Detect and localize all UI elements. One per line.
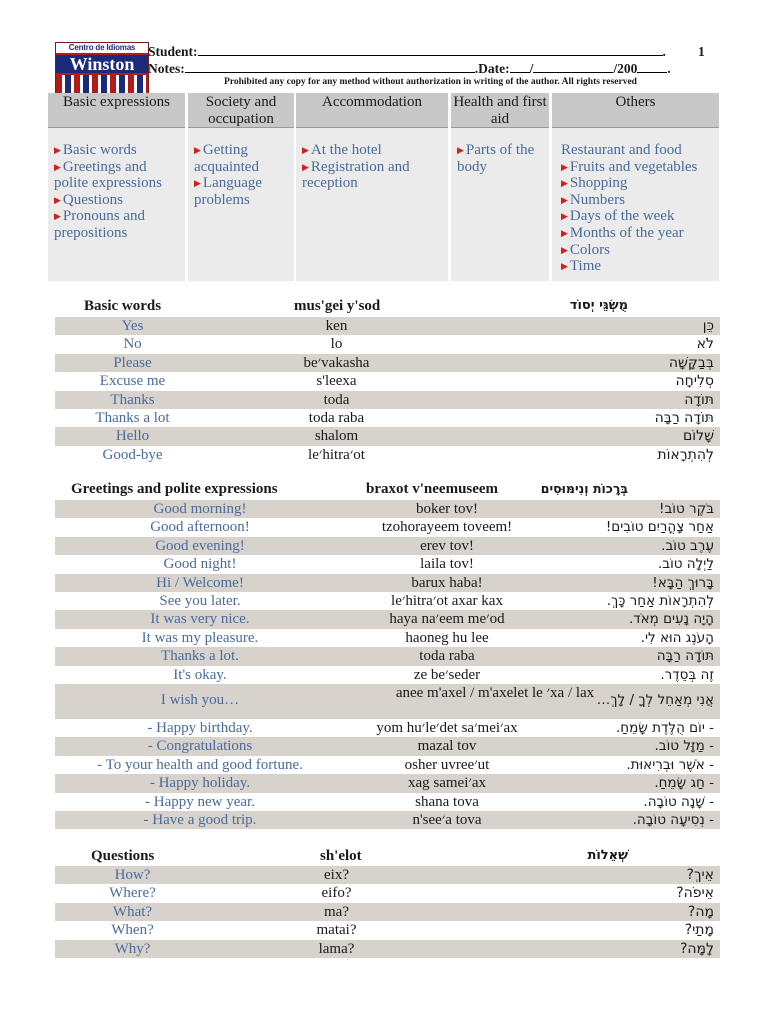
question-hebrew: מָתַי? — [684, 922, 714, 939]
phrase-english: - Have a good trip. — [143, 812, 257, 828]
bullet-arrow-icon: ▶ — [54, 194, 61, 205]
school-logo — [55, 42, 149, 94]
table-row — [55, 537, 720, 555]
date-day-field[interactable] — [510, 60, 530, 73]
phrase-transliteration: boker tov! — [415, 501, 479, 517]
greetings-title-tr: braxot v'neemuseem — [366, 481, 499, 497]
word-transliteration: s'leexa — [316, 373, 357, 390]
word-english: Thanks — [110, 391, 155, 408]
table-row — [55, 427, 720, 445]
table-row — [55, 684, 720, 719]
date-year-field[interactable] — [637, 60, 667, 73]
phrase-hebrew: זֶה בְּסֵדֶר. — [660, 666, 714, 683]
bullet-arrow-icon: ▶ — [194, 178, 201, 189]
word-english: Excuse me — [99, 373, 166, 390]
question-hebrew: מָה? — [687, 903, 714, 920]
word-hebrew: לֹא — [696, 336, 714, 353]
phrase-transliteration: mazal tov — [417, 738, 477, 755]
question-transliteration: ma? — [324, 903, 349, 920]
phrase-english: It was my pleasure. — [141, 629, 259, 646]
table-row — [55, 500, 720, 518]
table-row — [55, 774, 720, 792]
bullet-arrow-icon: ▶ — [561, 178, 568, 189]
category-items — [451, 128, 549, 175]
category-link[interactable]: ▶ Getting acquainted — [194, 142, 259, 175]
table-row — [55, 574, 720, 592]
question-hebrew: לָמָּה? — [679, 940, 714, 957]
phrase-transliteration: toda raba — [419, 648, 475, 665]
table-row — [55, 555, 720, 573]
phrase-english: It was very nice. — [150, 611, 250, 628]
phrase-hebrew: אַחַר צָהֳרַיִם טוֹבִים! — [605, 519, 714, 536]
phrase-transliteration: shana tova — [415, 793, 479, 810]
word-hebrew: שָׁלוֹם — [683, 428, 714, 445]
category-link[interactable]: ▶ Numbers — [561, 191, 625, 208]
logo-name: Winston — [56, 53, 148, 75]
phrase-transliteration: anee m'axel / m'axelet le ׳xa / lax — [395, 685, 595, 701]
phrase-hebrew: - מַזָּל טוֹב. — [654, 738, 714, 755]
phrase-hebrew: תּוֹדָה רַבָּה — [656, 648, 714, 665]
phrase-transliteration: osher uvree׳ut — [404, 756, 490, 773]
table-row — [55, 391, 720, 409]
table-row — [55, 317, 720, 335]
category-link[interactable]: ▶ Colors — [561, 241, 610, 258]
word-hebrew: סְלִיחָה — [675, 373, 714, 390]
notes-field[interactable] — [185, 60, 475, 73]
phrase-transliteration: yom hu׳le׳det sa׳mei׳ax — [376, 720, 518, 736]
phrase-hebrew: הָעֹנֶג הוּא לִי. — [640, 629, 714, 646]
notes-label: Notes: — [148, 61, 185, 76]
questions-title-he: שְׁאֵלוֹת — [587, 848, 628, 863]
table-row — [55, 629, 720, 647]
question-english: How? — [114, 867, 151, 883]
category-items — [296, 128, 448, 192]
greetings-title-he: בְּרָכוֹת וְנִימּוּסִים — [540, 481, 628, 496]
greetings-title-en: Greetings and polite expressions — [71, 481, 278, 497]
category-health-first-aid — [451, 93, 549, 281]
word-hebrew: כֵּן — [702, 318, 714, 334]
table-row — [55, 811, 720, 829]
phrase-hebrew: - נְסִיעָה טוֹבָה. — [632, 812, 714, 828]
category-link[interactable]: ▶ Questions — [54, 191, 123, 208]
phrase-transliteration: haya na׳eem me׳od — [389, 611, 505, 628]
phrase-hebrew: בֹּקֶר טוֹב! — [659, 501, 714, 517]
phrase-english: - Congratulations — [147, 738, 253, 755]
word-english: Please — [113, 354, 152, 371]
table-row — [55, 866, 720, 884]
phrase-transliteration: tzohorayeem toveem! — [381, 519, 513, 536]
phrase-transliteration: xag samei׳ax — [407, 775, 487, 792]
question-hebrew: אֵיפֹה? — [676, 885, 714, 902]
table-row — [55, 884, 720, 902]
table-row — [55, 793, 720, 811]
bullet-arrow-icon: ▶ — [194, 145, 201, 155]
word-transliteration: toda — [323, 391, 350, 408]
phrase-english: I wish you… — [160, 692, 240, 708]
word-transliteration: be׳vakasha — [303, 354, 370, 371]
phrase-transliteration: haoneg hu lee — [405, 629, 489, 646]
category-items — [48, 128, 185, 242]
word-hebrew: לְהִתְרָאוֹת — [657, 446, 714, 463]
phrase-transliteration: erev tov! — [420, 537, 474, 554]
table-row — [55, 372, 720, 390]
bullet-arrow-icon: ▶ — [302, 145, 309, 155]
logo-top-text: Centro de Idiomas — [56, 43, 148, 53]
table-row — [55, 719, 720, 737]
phrase-english: It's okay. — [173, 666, 227, 683]
word-english: No — [123, 336, 142, 353]
phrase-english: Thanks a lot. — [161, 648, 239, 665]
table-row — [55, 610, 720, 628]
phrase-english: Good night! — [163, 556, 237, 573]
phrase-hebrew: - יוֹם הֻלֶּדֶת שָׂמֵחַ. — [616, 720, 714, 736]
table-row — [55, 335, 720, 353]
bullet-arrow-icon: ▶ — [457, 145, 464, 155]
phrase-hebrew: - שָׁנָה טוֹבָה. — [643, 793, 714, 810]
bullet-arrow-icon: ▶ — [54, 145, 61, 155]
category-title: Others — [552, 93, 719, 128]
table-row — [55, 940, 720, 958]
category-link[interactable]: ▶ At the hotel — [302, 142, 382, 158]
category-link[interactable]: Restaurant and food — [561, 142, 682, 158]
word-transliteration: ken — [325, 318, 348, 334]
date-month-field[interactable] — [533, 60, 613, 73]
category-title: Basic expressions — [48, 93, 185, 128]
phrase-english: Good afternoon! — [150, 519, 250, 536]
phrase-hebrew: - אֹשֶׁר וּבְרִיאוּת. — [626, 756, 714, 773]
word-hebrew: בְּבַקָּשָׁה — [668, 354, 714, 371]
phrase-english: - To your health and good fortune. — [97, 756, 303, 773]
phrase-transliteration: n'see׳a tova — [412, 812, 482, 828]
word-english: Thanks a lot — [95, 410, 170, 426]
word-transliteration: le׳hitra׳ot — [308, 446, 365, 463]
category-link[interactable]: ▶ Language problems — [194, 175, 263, 208]
category-link[interactable]: ▶ Fruits and vegetables — [561, 158, 698, 175]
word-english: Hello — [115, 428, 150, 445]
phrase-english: - Happy new year. — [145, 793, 255, 810]
question-transliteration: eifo? — [321, 885, 352, 902]
category-accommodation — [296, 93, 448, 281]
word-transliteration: shalom — [314, 428, 359, 445]
phrase-hebrew: בָּרוּךְ הַבָּא! — [652, 574, 714, 591]
phrase-transliteration: barux haba! — [411, 574, 483, 591]
word-hebrew: תּוֹדָה רַבָּה — [654, 410, 714, 426]
category-link[interactable]: ▶ Registration and reception — [302, 158, 410, 192]
category-society-occupation — [188, 93, 294, 281]
word-english: Yes — [121, 318, 144, 334]
word-transliteration: toda raba — [308, 410, 365, 426]
bullet-arrow-icon: ▶ — [561, 194, 568, 205]
table-row — [55, 446, 720, 464]
bullet-arrow-icon: ▶ — [561, 211, 568, 222]
student-line-end: . — [662, 44, 666, 59]
notes-line — [148, 60, 671, 77]
question-english: What? — [112, 903, 153, 920]
phrase-english: Hi / Welcome! — [156, 574, 244, 591]
category-link[interactable]: ▶ Parts of the body — [457, 142, 535, 175]
table-row — [55, 518, 720, 536]
date-separator: / — [529, 61, 534, 76]
phrase-english: - Happy holiday. — [149, 775, 251, 792]
questions-title-tr: sh'elot — [320, 848, 362, 864]
bullet-arrow-icon: ▶ — [54, 211, 61, 222]
category-items — [188, 128, 294, 208]
phrase-hebrew: לְהִתְרָאוֹת אַחַר כָּךְ. — [606, 593, 714, 609]
question-transliteration: eix? — [324, 867, 349, 883]
phrase-hebrew: הָיָה נָעִים מְאֹד. — [628, 611, 714, 628]
table-row — [55, 756, 720, 774]
category-link[interactable]: ▶ Basic words — [54, 142, 137, 158]
questions-title-en: Questions — [91, 848, 155, 864]
bullet-arrow-icon: ▶ — [302, 161, 309, 172]
phrase-hebrew: אֲנִי מְאַחֵל לְךָ / לָךְ… — [596, 692, 714, 708]
category-others — [552, 93, 719, 281]
basic-words-title-en: Basic words — [84, 298, 162, 314]
category-link[interactable]: ▶ Pronouns and prepositions — [54, 208, 146, 241]
category-title: Society and occupation — [188, 93, 294, 128]
question-english: Where? — [109, 885, 156, 902]
phrase-english: - Happy birthday. — [147, 720, 253, 736]
category-link[interactable]: ▶ Days of the week — [561, 208, 675, 225]
phrase-transliteration: le׳hitra׳ot axar kax — [391, 593, 503, 609]
bullet-arrow-icon: ▶ — [561, 261, 568, 272]
question-transliteration: lama? — [318, 940, 355, 957]
category-basic-expressions — [48, 93, 185, 281]
phrase-english: See you later. — [159, 593, 241, 609]
phrase-english: Good morning! — [153, 501, 247, 517]
phrase-hebrew: לַיְלָה טוֹב. — [657, 556, 714, 573]
basic-words-title-he: מֻשְׂגֵּי יְסוֹד — [569, 298, 628, 313]
page-number: 1 — [698, 44, 705, 59]
category-link[interactable]: ▶ Time — [561, 258, 602, 275]
phrase-hebrew: - חַג שָׂמֵחַ. — [654, 775, 714, 792]
student-field[interactable] — [198, 43, 663, 56]
copyright-notice: Prohibited any copy for any method without authorization in writing of the author. All rights reserved — [224, 77, 637, 87]
table-row — [55, 354, 720, 372]
question-hebrew: אֵיךְ? — [686, 867, 714, 883]
phrase-english: Good evening! — [155, 537, 245, 554]
phrase-transliteration: ze be׳seder — [413, 666, 481, 683]
bullet-arrow-icon: ▶ — [561, 244, 568, 255]
table-row — [55, 666, 720, 684]
category-title: Accommodation — [296, 93, 448, 128]
table-row — [55, 592, 720, 610]
question-english: When? — [111, 922, 154, 939]
category-link[interactable]: ▶ Months of the year — [561, 224, 684, 241]
table-row — [55, 737, 720, 755]
category-link[interactable]: ▶ Shopping — [561, 175, 628, 192]
category-link[interactable]: ▶ Greetings and polite expressions — [54, 158, 162, 192]
category-title: Health and first aid — [451, 93, 549, 128]
table-row — [55, 903, 720, 921]
date-end: . — [667, 61, 671, 76]
word-english: Good-bye — [102, 446, 163, 463]
logo-flag-stripes — [56, 75, 148, 93]
bullet-arrow-icon: ▶ — [561, 161, 568, 172]
word-hebrew: תּוֹדָה — [684, 391, 714, 408]
bullet-arrow-icon: ▶ — [54, 161, 61, 172]
basic-words-title-tr: mus'gei y'sod — [294, 298, 381, 314]
phrase-hebrew: עֶרֶב טוֹב. — [661, 537, 714, 554]
question-english: Why? — [114, 940, 151, 957]
table-row — [55, 921, 720, 939]
student-line — [148, 43, 666, 60]
bullet-arrow-icon: ▶ — [561, 227, 568, 238]
word-transliteration: lo — [330, 336, 343, 353]
question-transliteration: matai? — [316, 922, 357, 939]
table-row — [55, 409, 720, 427]
date-label: .Date: — [474, 61, 510, 76]
table-row — [55, 647, 720, 665]
date-year-prefix: /200 — [613, 61, 638, 76]
phrase-transliteration: laila tov! — [420, 556, 474, 573]
student-label: Student: — [148, 44, 198, 59]
category-items — [552, 128, 719, 275]
